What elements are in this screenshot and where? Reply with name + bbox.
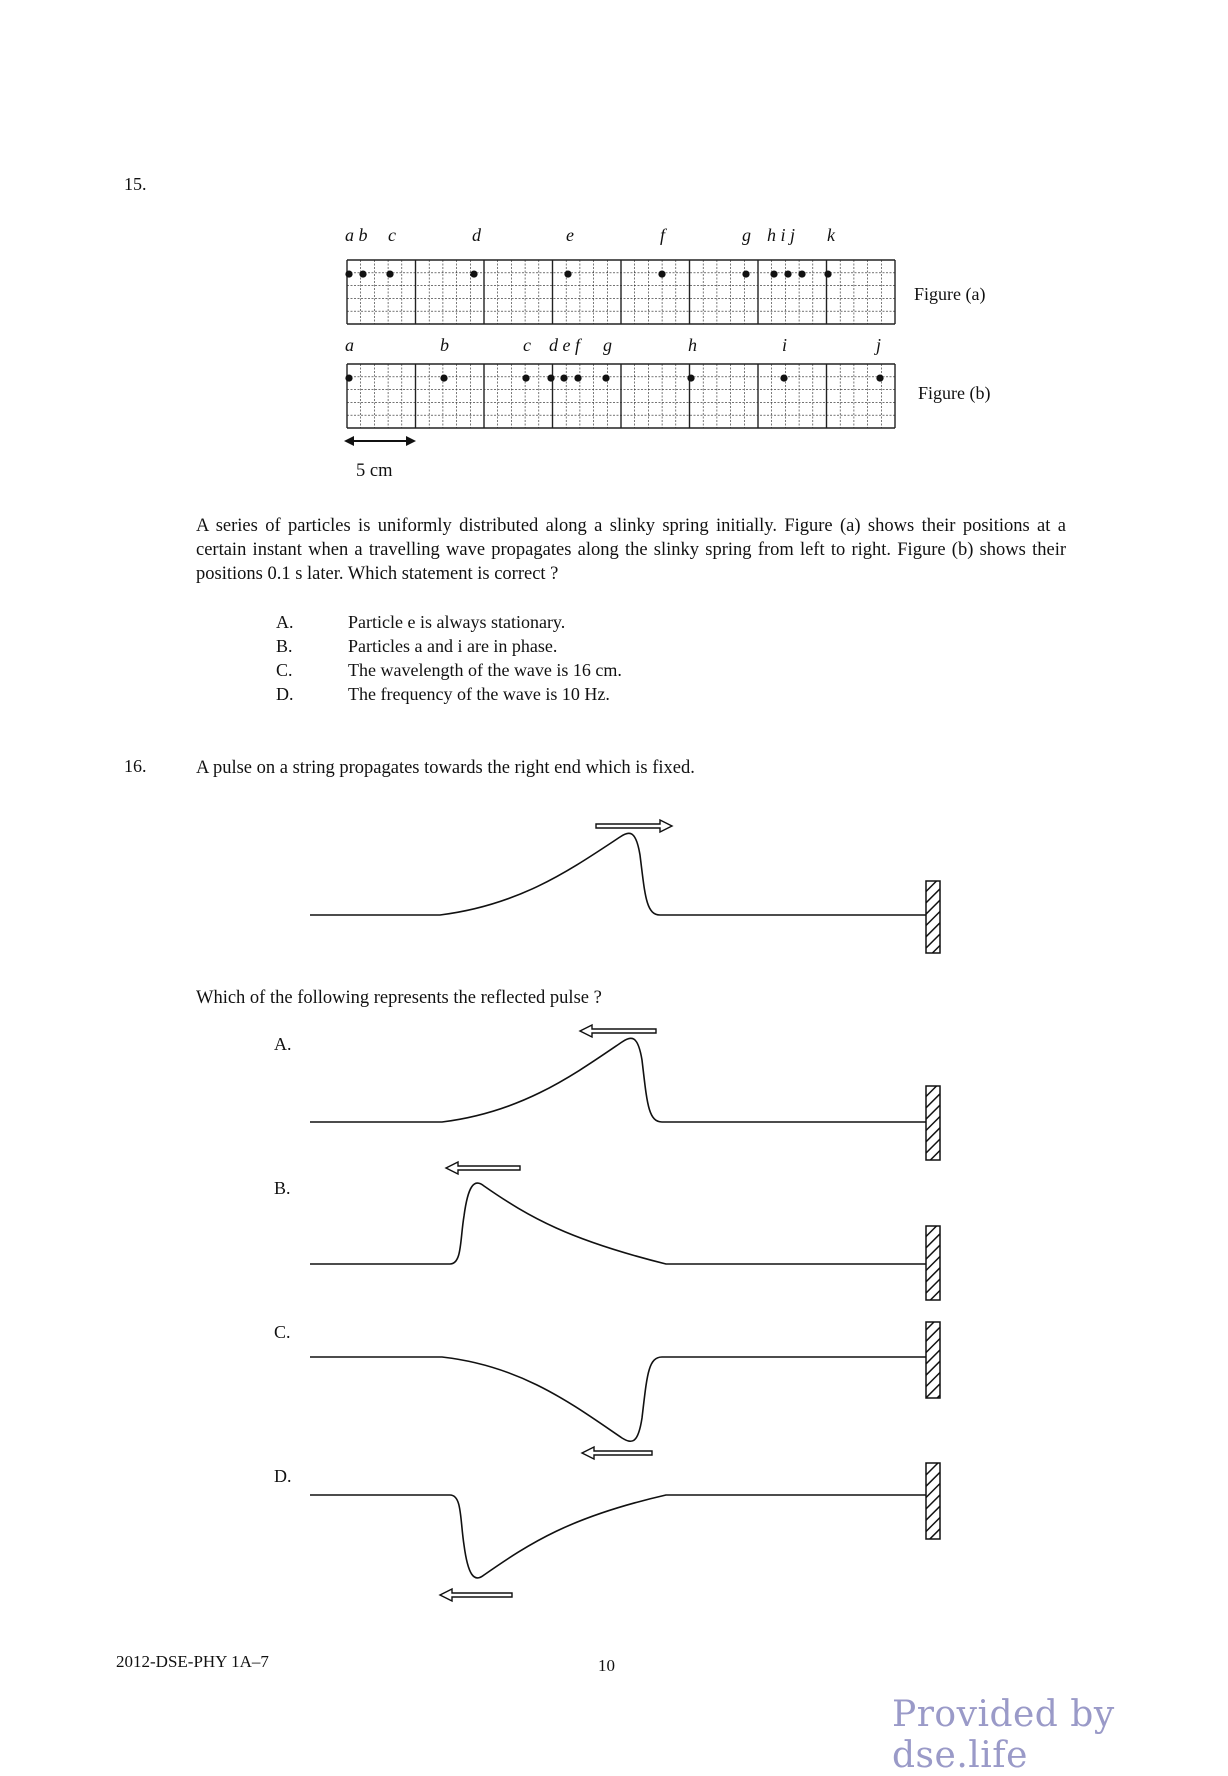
q16-option-b-diagram (300, 1160, 970, 1310)
figure-b-particle (687, 374, 694, 381)
arrow-right-icon (596, 820, 672, 832)
footer-exam-code: 2012-DSE-PHY 1A–7 (116, 1652, 269, 1671)
fig-b-label-j: j (876, 335, 882, 355)
arrow-left-icon (580, 1025, 656, 1037)
q15-option-a-letter: A. (276, 612, 294, 632)
arrow-left-icon (440, 1589, 512, 1601)
figure-b-particle (560, 374, 567, 381)
figure-a-particle (564, 270, 571, 277)
fig-b-label-def: d e f (549, 335, 580, 355)
fig-a-label-g: g (742, 225, 751, 245)
fig-a-label-d: d (472, 225, 481, 245)
figure-b-particle (440, 374, 447, 381)
fig-a-label-f: f (660, 225, 666, 245)
fig-b-label-a: a (345, 335, 354, 355)
fig-b-label-b: b (440, 335, 449, 355)
question-16-stem: A pulse on a string propagates towards the right end which is fixed. (196, 758, 695, 778)
watermark: Provided by dse.life (892, 1694, 1115, 1776)
figure-a-particle (345, 270, 352, 277)
question-15-number: 15. (124, 174, 147, 194)
scale-double-arrow (344, 433, 416, 449)
figure-a-particle (770, 270, 777, 277)
figure-a-particle (798, 270, 805, 277)
arrow-left-icon (446, 1162, 520, 1174)
q15-option-d-text: The frequency of the wave is 10 Hz. (348, 684, 610, 704)
figure-b-particle (602, 374, 609, 381)
q15-option-c-text: The wavelength of the wave is 16 cm. (348, 660, 622, 680)
fig-b-label-i: i (782, 335, 788, 355)
figure-b-particle (780, 374, 787, 381)
q16-option-d-letter: D. (274, 1466, 292, 1486)
question-16-number: 16. (124, 756, 147, 776)
q16-option-d-diagram (300, 1455, 970, 1605)
q16-option-c-diagram (300, 1310, 970, 1460)
fig-b-label-c: c (523, 335, 531, 355)
q16-option-c-letter: C. (274, 1322, 291, 1342)
q15-option-c-letter: C. (276, 660, 293, 680)
q15-option-a-text: Particle e is always stationary. (348, 612, 566, 632)
fig-a-label-e: e (566, 225, 574, 245)
figure-b-particle (876, 374, 883, 381)
question-15-stem: A series of particles is uniformly distributed along a slinky spring initially. Figure (a) shows their positions at a certain instant when a travelling wave propagates along the slinky spring from left to right. Figure (b) shows their positions 0.1 s later. Which statement is correct ? (196, 516, 1066, 584)
question-16-question: Which of the following represents the reflected pulse ? (196, 988, 602, 1008)
q16-option-a-letter: A. (274, 1034, 292, 1054)
fig-a-label-k: k (827, 225, 835, 245)
figure-b-particle (345, 374, 352, 381)
fig-a-label-ab: a b (345, 225, 368, 245)
figure-a-particle (784, 270, 791, 277)
q16-option-b-letter: B. (274, 1178, 291, 1198)
incident-pulse-string (310, 833, 926, 915)
fixed-wall (926, 881, 940, 953)
figure-a-particle (658, 270, 665, 277)
q15-option-b-text: Particles a and i are in phase. (348, 636, 558, 656)
figure-a-particle (470, 270, 477, 277)
figure-b-grid (346, 363, 896, 433)
fig-b-label-g: g (603, 335, 612, 355)
fig-b-label-h: h (688, 335, 697, 355)
fig-a-label-hij: h i j (767, 225, 796, 245)
figure-b-caption: Figure (b) (918, 383, 991, 403)
q15-option-d-letter: D. (276, 684, 294, 704)
figure-a-grid (346, 259, 896, 329)
footer-page-number: 10 (598, 1656, 615, 1675)
fig-a-label-c: c (388, 225, 396, 245)
figure-a-particle (386, 270, 393, 277)
figure-a-caption: Figure (a) (914, 284, 986, 304)
figure-a-particle (824, 270, 831, 277)
figure-b-particle (574, 374, 581, 381)
scale-label: 5 cm (356, 461, 393, 481)
figure-b-particle (522, 374, 529, 381)
figure-a-particle (359, 270, 366, 277)
figure-a-particle (742, 270, 749, 277)
q16-option-a-diagram (300, 1020, 970, 1170)
incident-pulse-diagram (300, 815, 970, 960)
q15-option-b-letter: B. (276, 636, 293, 656)
figure-b-particle (547, 374, 554, 381)
